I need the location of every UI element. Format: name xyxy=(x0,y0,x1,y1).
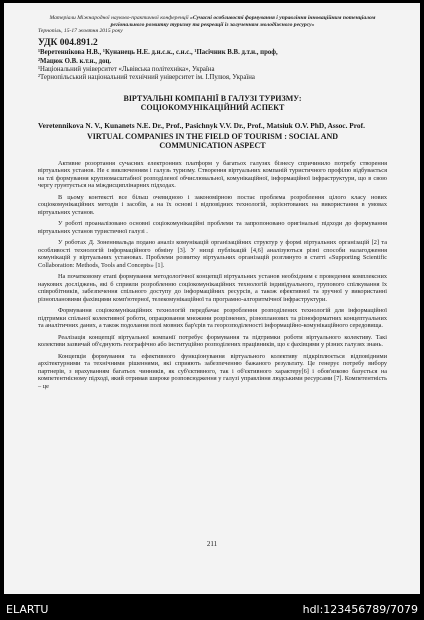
title-english xyxy=(38,132,387,150)
repository-label: ELARTU xyxy=(6,603,49,616)
title-en-line-1: VIRTUAL COMPANIES IN THE FIELD OF TOURISM : SOCIAL AND xyxy=(86,131,339,141)
header-text: Матеріали Міжнародної науково-практичної конференції xyxy=(49,15,189,21)
authors-line-1: ¹Веретеннікова Н.В., ¹Кунанець Н.Е. д.н.с.к., с.н.с., ¹Пасічник В.В. д.т.н., проф, xyxy=(38,49,278,57)
paragraph: Концепція формування та ефективного функціонування віртуального колективу підкріплюється відповідними архітектурними та технічними рішеннями, які сприяють забезпеченню бажаного результату. Це генерує потребу вибору партнерів, з врахуванням багатьох чинників, як суб'єктивного, так і об'єктивного характеру[6] і обов'язково базується на компетентнісному підході, який отримав широке розповсюдження у галузі управління людськими ресурсами [7]. Компетентність – це xyxy=(38,352,387,390)
header-bold-text-2: інноваційним потенціалом регіонального розвитку туризму та рекреації із залученням молодіжного ресурсу» xyxy=(110,15,376,28)
paragraph: На початковому етапі формування методологічної концепції віртуальних установ необхідним є проведення комплексних наукових досліджень, які б сприяли розробленню соціокомунікаційних технологій індивідуального, групового спілкування їх співробітників, забезпечення спільного доступу до інформаційних ресурсів, а також ефективної та зручної у використанні різноплановими фахівцями комп'ютерної, телекомунікаційної та програмно-алгоритмічної інфраструктури. xyxy=(38,273,387,303)
udk-code: УДК 004.891.2 xyxy=(38,38,98,49)
conference-header xyxy=(38,15,387,28)
paragraph: В цьому контексті все більш очевидною і закономірною постає проблема розроблення цілого класу нових соціокомунікаційних методів і засобів, а на їх основі і відповідних технологій, зорієнтованих на використання в умовах віртуальних установ. xyxy=(38,193,387,216)
authors-line-2: ²Мацюк О.В. к.т.н., доц. xyxy=(38,58,112,66)
title-ukrainian xyxy=(38,94,387,112)
header-bold-text: «Сучасні особливості формування і управління xyxy=(190,15,307,21)
title-ua-line-2: СОЦІОКОМУНІКАЦІЙНИЙ АСПЕКТ xyxy=(140,103,285,113)
paragraph: У роботі проаналізовано основні соціокомунікаційні проблеми та запропоновано оригінальні підходи до формування віртуальних установ туристичної галузі . xyxy=(38,220,387,235)
paragraph: Реалізація концепції віртуальної компанії потребує формування та підтримки роботи віртуального колективу. Такі колективи зазвичай об'єднують географічно або інституційно розподілених працівників, що є фахівцями у різних галузях знань. xyxy=(38,333,387,349)
paragraph: У роботах Д. Зоненнвальда подано аналіз комунікацій організаційних структур у формі віртуальних організацій [2] та особливості технологій інформаційного обміну [3]. У низці публікацій [4,6] аналізуються різні способи налагодження комунікацій у віртуальних установах. Проблеми розвитку віртуальних організацій розглянуто в статті «Supporting Scientific Collaboration: Methods, Tools and Concepts» [1]. xyxy=(38,239,387,269)
title-en-line-2: COMMUNICATION ASPECT xyxy=(159,140,266,150)
title-ua-line-1: ВІРТУАЛЬНІ КОМПАНІЇ В ГАЛУЗІ ТУРИЗМУ: xyxy=(123,94,302,104)
conference-dates: Тернопіль, 15-17 жовтня 2015 року xyxy=(38,28,123,35)
handle-identifier: hdl:123456789/7079 xyxy=(302,603,418,616)
authors-english: Veretennikova N. V., Kunanets N.E. Dr., Prof., Pasichnyk V.V. Dr., Prof., Matsiuk O.V. PhD, Assoc. Prof. xyxy=(38,121,365,131)
body-text xyxy=(38,160,387,391)
document-page xyxy=(4,3,420,594)
page-number: 211 xyxy=(206,540,218,548)
paragraph: Формування соціокомунікаційних технологій передбачає розроблення розподілених технологій для інформаційної підтримки спільної колективної роботи, опрацювання множини розрізнених, різнопланових та різноформатних концептуальних та аналітичних даних, а також подолання полі мовних бар'єрів та георозподіленості інформаційно-комунікаційного середовища. xyxy=(38,307,387,330)
repository-footer xyxy=(0,598,424,620)
paragraph: Активне розортання сучасних електронних платформ у багатьох галузях бізнесу спричинило потребу створення віртуальних установ. Не є виключенням і галузь туризму. Створення віртуальних компаній туристичного профілю відбувається на тлі формування крупномасштабної розподіленої обчислювальної, комунікаційної, інформаційної інфраструктури, що в свою чергу грунтується на міждисциплінарних підходах. xyxy=(38,159,387,190)
affiliation-2: ²Тернопільський національний технічний університет ім. І.Пулюя, Україна xyxy=(38,74,255,82)
affiliation-1: ¹Національний університет «Львівська політехніка», Україна xyxy=(38,66,215,74)
